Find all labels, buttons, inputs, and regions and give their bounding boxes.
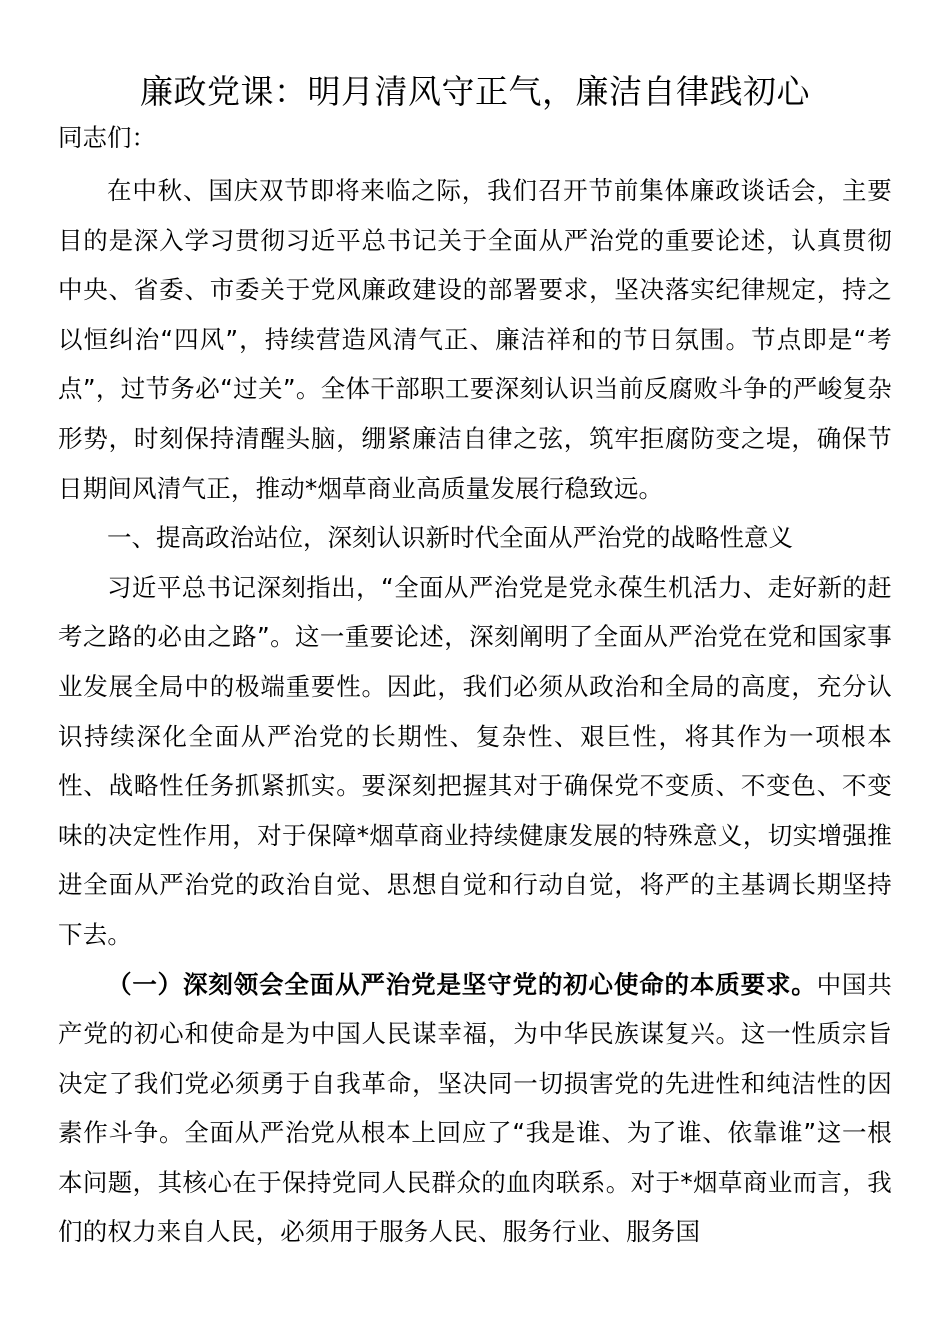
subsection-heading-1: （一）深刻领会全面从严治党是坚守党的初心使命的本质要求。 [107,969,817,999]
paragraph-section-1: 习近平总书记深刻指出，“全面从严治党是党永葆生机活力、走好新的赶考之路的必由之路”。这一重要论述，深刻阐明了全面从严治党在党和国家事业发展全局中的极端重要性。因此，我们必须从政治和全局的高度，充分认识持续深化全面从严治党的长期性、复杂性、艰巨性，将其作为一项根本性、战略性任务抓紧抓实。要深刻把握其对于确保党不变质、不变色、不变味的决定性作用，对于保障*烟草商业持续健康发展的特殊意义，切实增强推进全面从严治党的政治自觉、思想自觉和行动自觉，将严的主基调长期坚持下去。 [58,572,892,949]
document-title: 廉政党课：明月清风守正气，廉洁自律践初心 [140,72,810,111]
subsection-body-1: 中国共产党的初心和使命是为中国人民谋幸福，为中华民族谋复兴。这一性质宗旨决定了我们党必须勇于自我革命，坚决同一切损害党的先进性和纯洁性的因素作斗争。全面从严治党从根本上回应了“我是谁、为了谁、依靠谁”这一根本问题，其核心在于保持党同人民群众的血肉联系。对于*烟草商业而言，我们的权力来自人民，必须用于服务人民、服务行业、服务国 [58,969,892,1247]
paragraph-subsection-1 [58,960,892,1258]
paragraph-intro: 在中秋、国庆双节即将来临之际，我们召开节前集体廉政谈话会，主要目的是深入学习贯彻习近平总书记关于全面从严治党的重要论述，认真贯彻中央、省委、市委关于党风廉政建设的部署要求，坚决落实纪律规定，持之以恒纠治“四风”，持续营造风清气正、廉洁祥和的节日氛围。节点即是“考点”，过节务必“过关”。全体干部职工要深刻认识当前反腐败斗争的严峻复杂形势，时刻保持清醒头脑，绷紧廉洁自律之弦，筑牢拒腐防变之堤，确保节日期间风清气正，推动*烟草商业高质量发展行稳致远。 [58,176,892,503]
section-heading-1: 一、提高政治站位，深刻认识新时代全面从严治党的战略性意义 [107,523,793,553]
salutation: 同志们： [58,123,156,152]
